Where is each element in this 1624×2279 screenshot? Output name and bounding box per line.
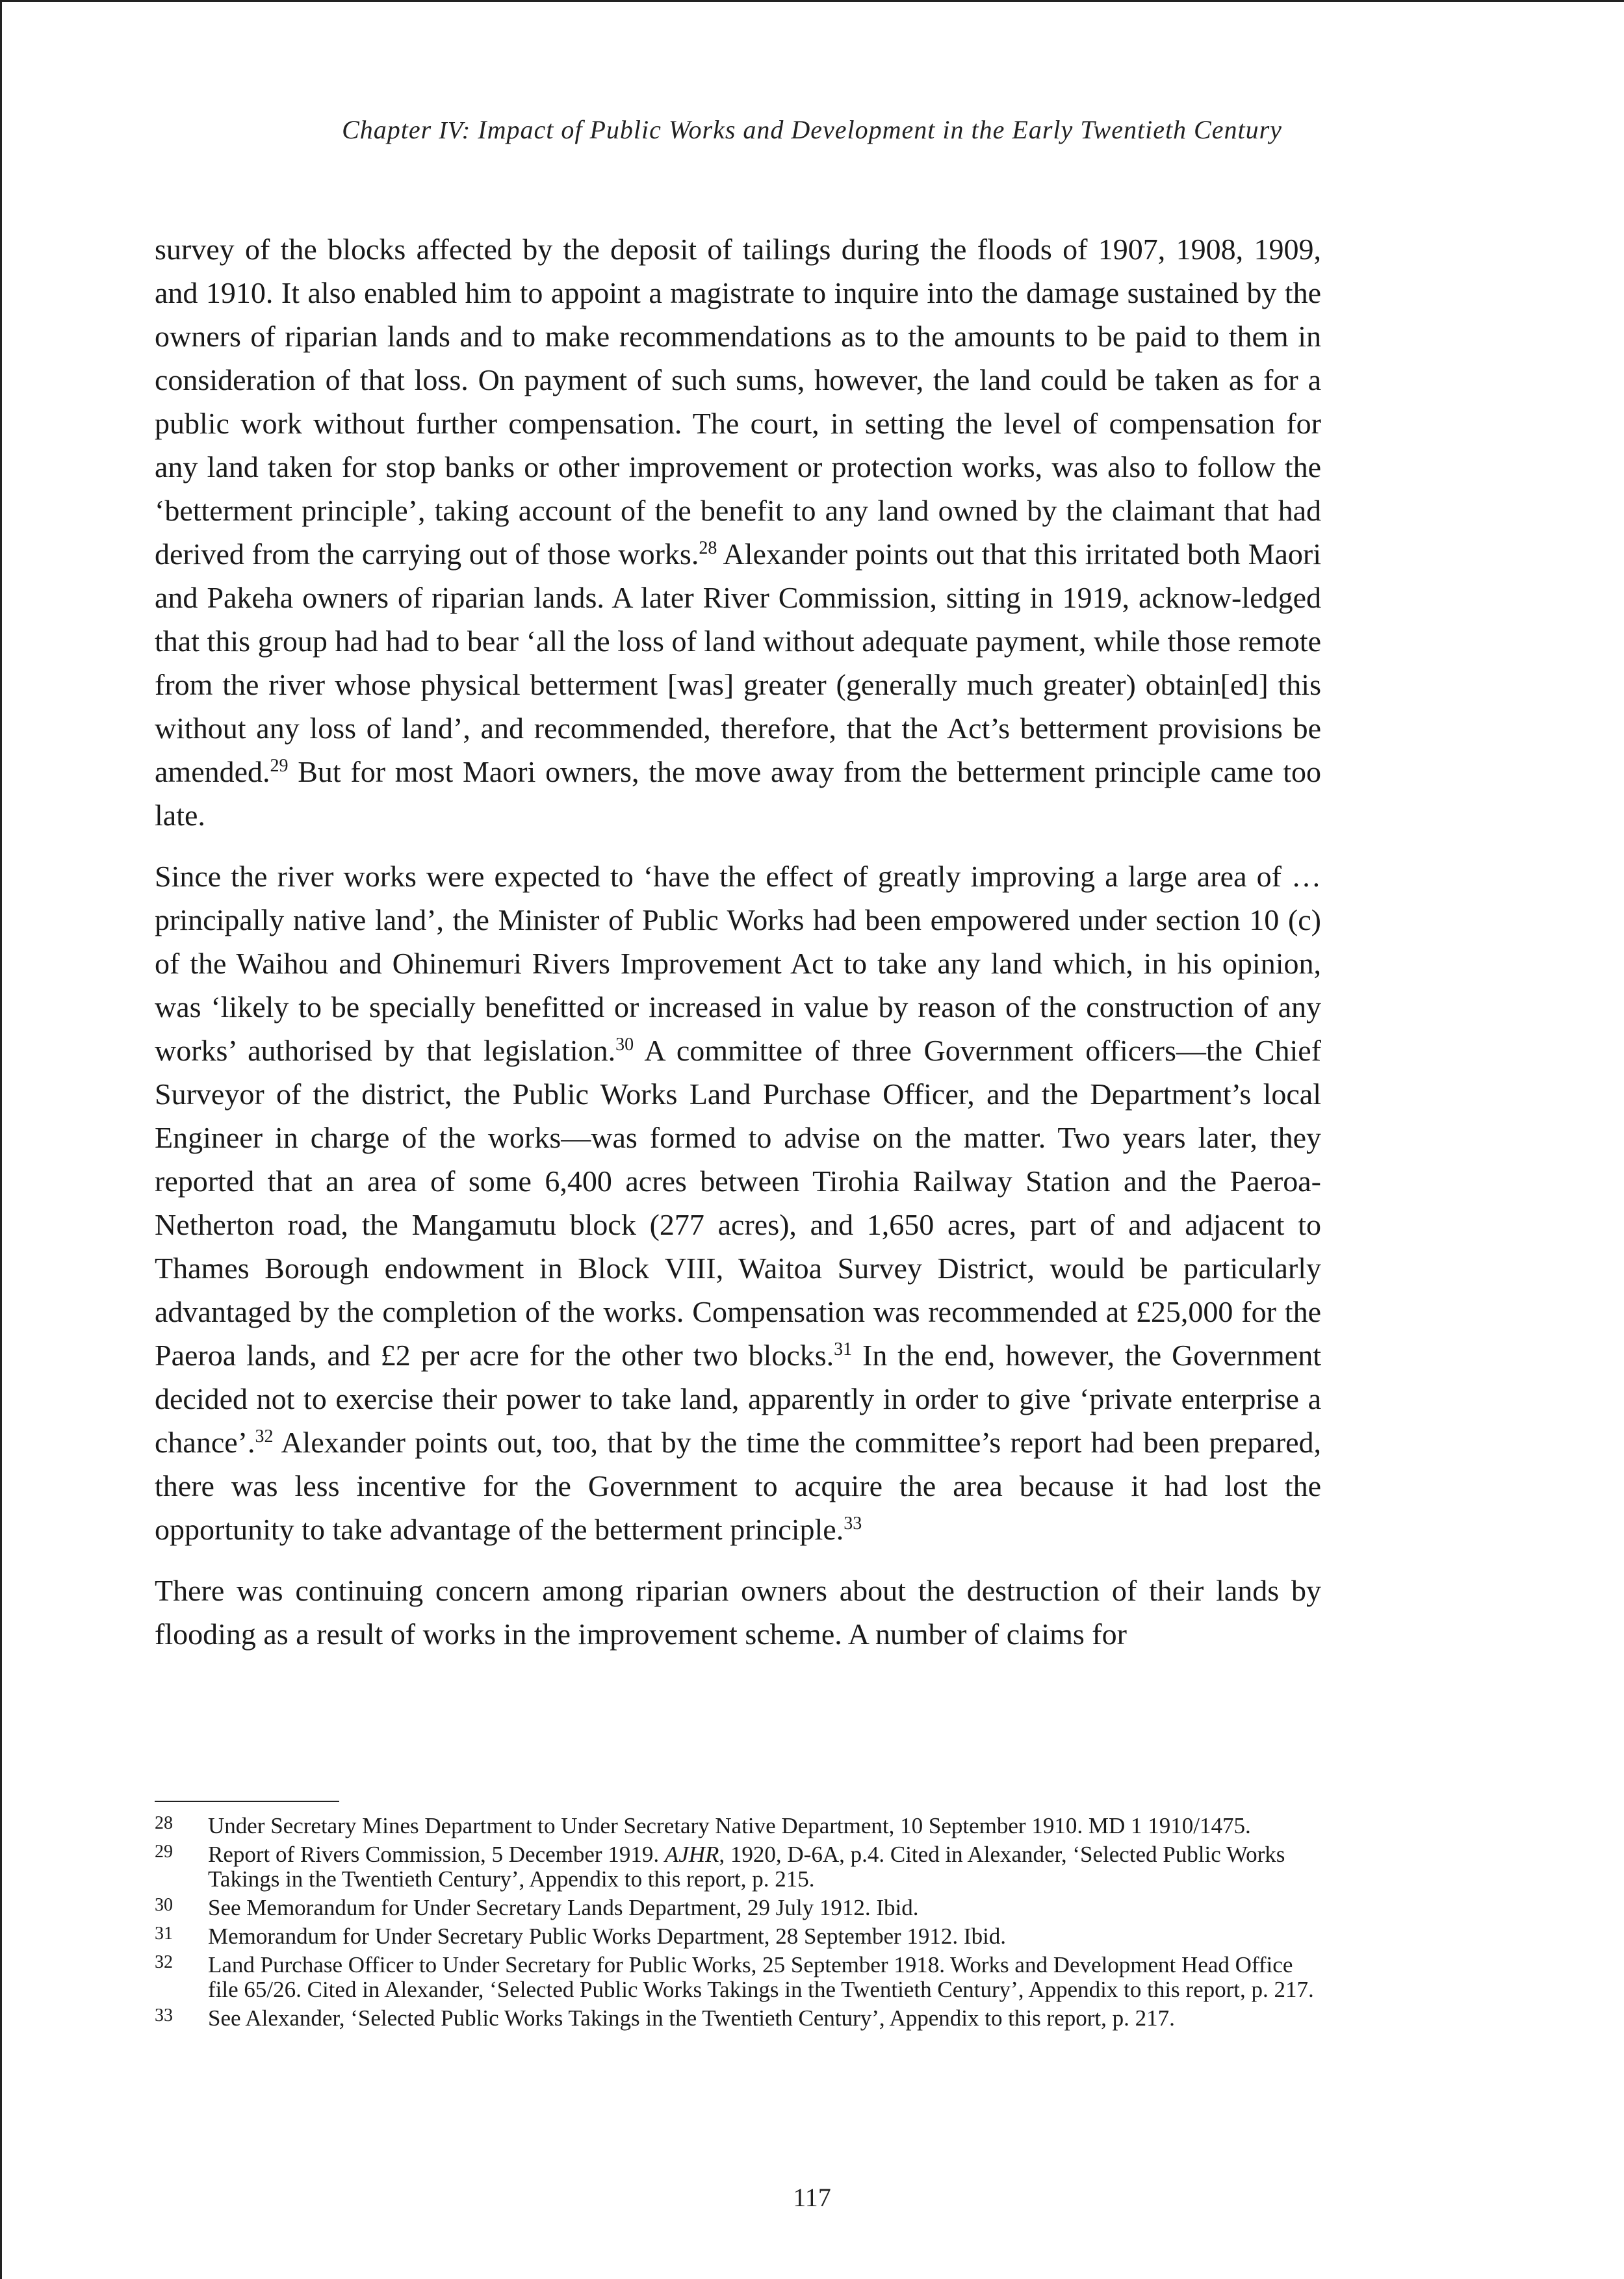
- footnote-text: [208, 1924, 1321, 1949]
- text-segment: Alexander points out, too, that by the time the committee’s report had been prepared, there was less incentive for the Government to acquire the area because it had lost the opportunity to take advantage of the betterment principle.: [155, 1426, 1321, 1546]
- footnote: [155, 1896, 1321, 1920]
- footnote-number: 28: [155, 1813, 173, 1833]
- footnote-text: [208, 1842, 1321, 1892]
- text-segment: A committee of three Government officers—the Chief Surveyor of the district, the Public Works Land Purchase Officer, and the Department’s local Engineer in charge of the works—was formed to advise on the matter. Two years later, they reported that an area of some 6,400 acres between Tirohia Railway Station and the Paeroa-Netherton road, the Mangamutu block (277 acres), and 1,650 acres, part of and adjacent to Thames Borough endowment in Block: [155, 1034, 1322, 1285]
- text-segment: Alexander points out that this irritated both Maori and Pakeha owners of riparian lands. A later River Commission, sitting in 1919, acknow-ledged that this group had had to bear ‘all the loss of land without adequate payment, while those remote from the river whose physical betterment [was] greater (generally much greater) obtain[ed] this without any loss of land’, and recommended, therefore, that the Act’s betterment provisions be amended.: [155, 537, 1321, 788]
- footnote-number: 32: [155, 1952, 173, 1972]
- footnote-number: 30: [155, 1895, 173, 1915]
- text-segment: Memorandum for Under Secretary Public Works Department, 28 September 1912. Ibid.: [208, 1924, 1007, 1949]
- text-segment: See Alexander, ‘Selected Public Works Takings in the Twentieth Century’, Appendix to this report, p. 217.: [208, 2005, 1175, 2031]
- footnote-number: 31: [155, 1924, 173, 1944]
- text-segment: Land Purchase Officer to Under Secretary for Public Works, 25 September 1918. Works and Development Head Office file 65/26. Cited in Alexander, ‘Selected Public Works Takings in the Twentieth Century’, Appendix to this report, p. 217.: [208, 1952, 1314, 2002]
- footnote-text: [208, 1814, 1321, 1838]
- footnote-number: 29: [155, 1842, 173, 1862]
- footnote: [155, 1924, 1321, 1949]
- footnote-ref: 28: [699, 538, 717, 558]
- footnote-ref: 33: [844, 1513, 862, 1534]
- text-segment: survey of the blocks affected by the deposit of tailings during the floods of 1907, 1908, 1909, and 1910. It also enabled him to appoint a magistrate to inquire into the damage sustained by the owners of riparian lands and to make recommendations as to the amounts to be paid to them in consideration of that loss. On payment of such sums, however, the land could be taken as for a public work without further compensation. The court, in setting the level of compensation for any land taken for stop banks or other improvement or protection works, was also to follow the ‘betterment principle’, taking account of the benefit to any land owned by the claimant that had derived from the carrying out of those works.: [155, 233, 1321, 571]
- small-caps-text: VIII: [664, 1252, 716, 1285]
- footnote-ref: 29: [270, 756, 289, 776]
- text-segment: Since the river works were expected to ‘have the effect of greatly improving a large area of … principally native land’, the Minister of Public Works had been empowered under section 10 (c) of the Waihou and Ohinemuri Rivers Improvement Act to take any land which, in his opinion, was ‘likely to be specially benefitted or increased in value by reason of the construction of any works’ authorised by that legislation.: [155, 860, 1321, 1067]
- text-segment: See Memorandum for Under Secretary Lands Department, 29 July 1912. Ibid.: [208, 1895, 919, 1920]
- running-head: [0, 114, 1624, 145]
- body-text: [155, 227, 1321, 1673]
- text-segment: In the end, however, the Government decided not to exercise their power to take land, apparently in order to give ‘private enterprise a chance’.: [155, 1339, 1322, 1459]
- body-paragraph: [155, 855, 1321, 1551]
- chapter-title: Impact of Public Works and Development in the Early Twentieth Century: [478, 115, 1282, 144]
- footnote: [155, 1814, 1321, 1838]
- body-paragraph: [155, 227, 1321, 837]
- footnote-rule: [155, 1801, 339, 1802]
- chapter-label: Chapter: [342, 115, 432, 144]
- text-segment: , Waitoa Survey District, would be particularly advantaged by the completion of the works. Compensation was recommended at £25,000 for the Paeroa lands, and £2 per acre for the other two blocks.: [155, 1252, 1321, 1372]
- text-segment: 1 1910/1475.: [1125, 1813, 1251, 1838]
- footnote-ref: 32: [255, 1426, 274, 1447]
- footnote-text: [208, 2006, 1321, 2031]
- footnote: [155, 1842, 1321, 1892]
- chapter-number: IV:: [439, 117, 471, 144]
- small-caps-text: MD: [1088, 1813, 1126, 1838]
- text-segment: Report of Rivers Commission, 5 December 1919.: [208, 1842, 665, 1867]
- text-segment: But for most Maori owners, the move away from the betterment principle came too late.: [155, 755, 1321, 832]
- italic-text: AJHR: [664, 1842, 719, 1867]
- text-segment: Under Secretary Mines Department to Under Secretary Native Department, 10 September 1910.: [208, 1813, 1089, 1838]
- footnote-text: [208, 1896, 1321, 1920]
- page-number: 117: [793, 2183, 831, 2212]
- footnote-number: 33: [155, 2005, 173, 2026]
- footnote-text: [208, 1953, 1321, 2002]
- text-segment: There was continuing concern among riparian owners about the destruction of their lands by flooding as a result of works in the improvement scheme. A number of claims for: [155, 1574, 1321, 1651]
- footnote-ref: 30: [615, 1035, 634, 1055]
- footnotes: [155, 1814, 1321, 2035]
- footnote: [155, 2006, 1321, 2031]
- footnote-ref: 31: [834, 1339, 853, 1359]
- text-segment: , 1920, D-6A, p.4. Cited in Alexander, ‘Selected Public Works Takings in the Twentieth Century’, Appendix to this report, p. 215.: [208, 1842, 1285, 1892]
- body-paragraph: [155, 1569, 1321, 1656]
- footnote: [155, 1953, 1321, 2002]
